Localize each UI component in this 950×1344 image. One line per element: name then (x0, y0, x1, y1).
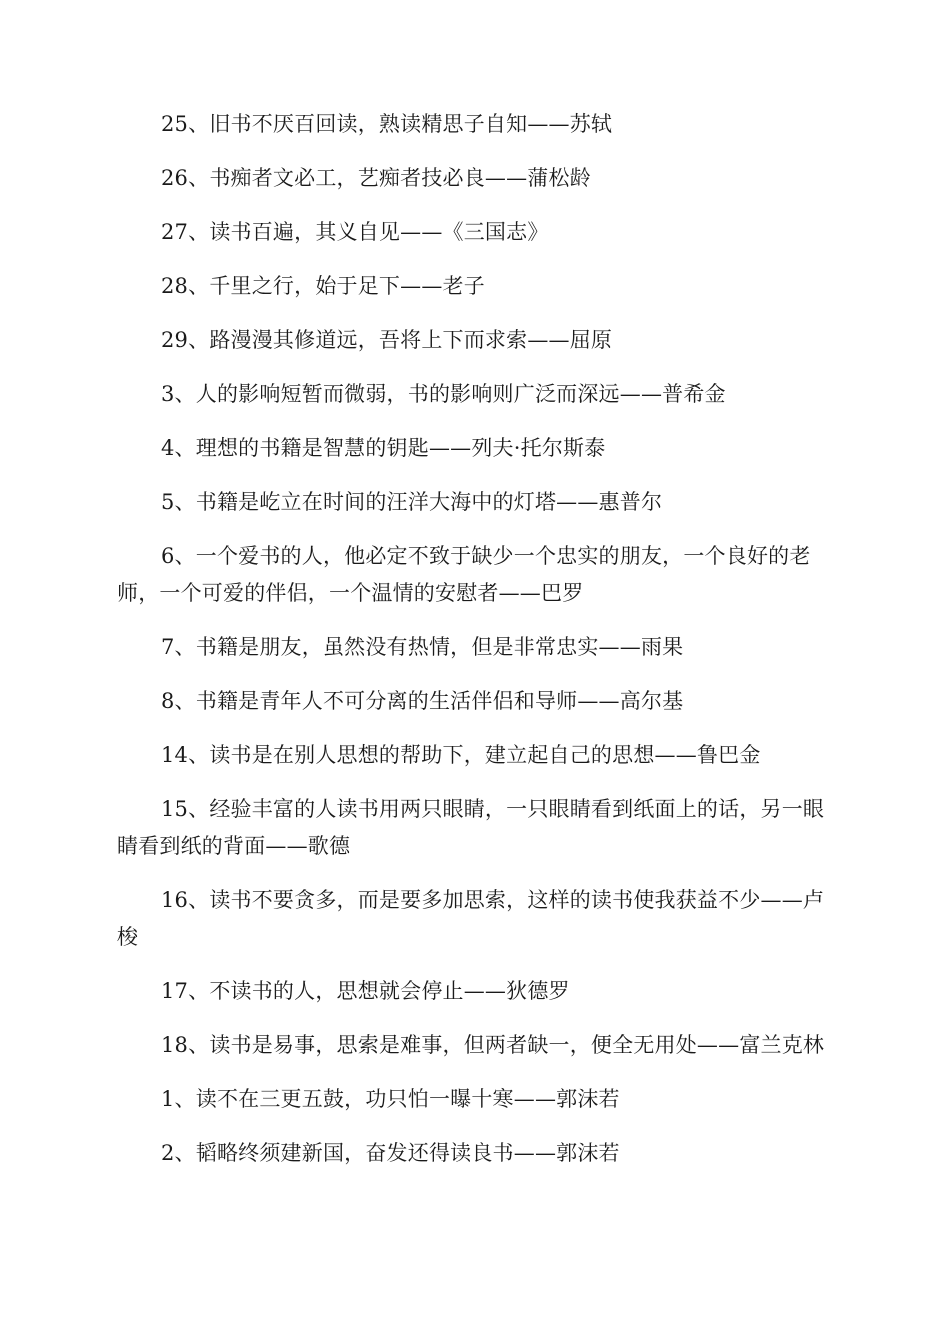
document-body (117, 106, 833, 1189)
quote-paragraph: 18、读书是易事，思索是难事，但两者缺一，便全无用处——富兰克林 (161, 1033, 825, 1057)
quote-paragraph: 28、千里之行，始于足下——老子 (161, 274, 485, 298)
quote-paragraph: 7、书籍是朋友，虽然没有热情，但是非常忠实——雨果 (161, 635, 684, 659)
quote-paragraph: 3、人的影响短暂而微弱，书的影响则广泛而深远——普希金 (161, 382, 726, 406)
quote-paragraph: 14、读书是在别人思想的帮助下，建立起自己的思想——鲁巴金 (161, 743, 761, 767)
quote-paragraph: 25、旧书不厌百回读，熟读精思子自知——苏轼 (161, 112, 613, 136)
quote-paragraph: 5、书籍是屹立在时间的汪洋大海中的灯塔——惠普尔 (161, 490, 663, 514)
quote-paragraph: 26、书痴者文必工，艺痴者技必良——蒲松龄 (161, 166, 591, 190)
quote-paragraph: 27、读书百遍，其义自见——《三国志》 (161, 220, 549, 244)
quote-paragraph: 8、书籍是青年人不可分离的生活伴侣和导师——高尔基 (161, 689, 684, 713)
quote-paragraph: 29、路漫漫其修道远，吾将上下而求索——屈原 (161, 328, 613, 352)
quote-paragraph: 17、不读书的人，思想就会停止——狄德罗 (161, 979, 570, 1003)
quote-paragraph: 4、理想的书籍是智慧的钥匙——列夫·托尔斯泰 (161, 436, 606, 460)
quote-paragraph: 6、一个爱书的人，他必定不致于缺少一个忠实的朋友，一个良好的老师，一个可爱的伴侣，一个温情的安慰者——巴罗 (117, 544, 811, 605)
quote-paragraph: 1、读不在三更五鼓，功只怕一曝十寒——郭沫若 (161, 1087, 620, 1111)
quote-paragraph: 16、读书不要贪多，而是要多加思索，这样的读书使我获益不少——卢梭 (117, 888, 825, 949)
quote-paragraph: 15、经验丰富的人读书用两只眼睛，一只眼睛看到纸面上的话，另一眼睛看到纸的背面——歌德 (117, 797, 825, 858)
quote-paragraph: 2、韬略终须建新国，奋发还得读良书——郭沫若 (161, 1141, 620, 1165)
